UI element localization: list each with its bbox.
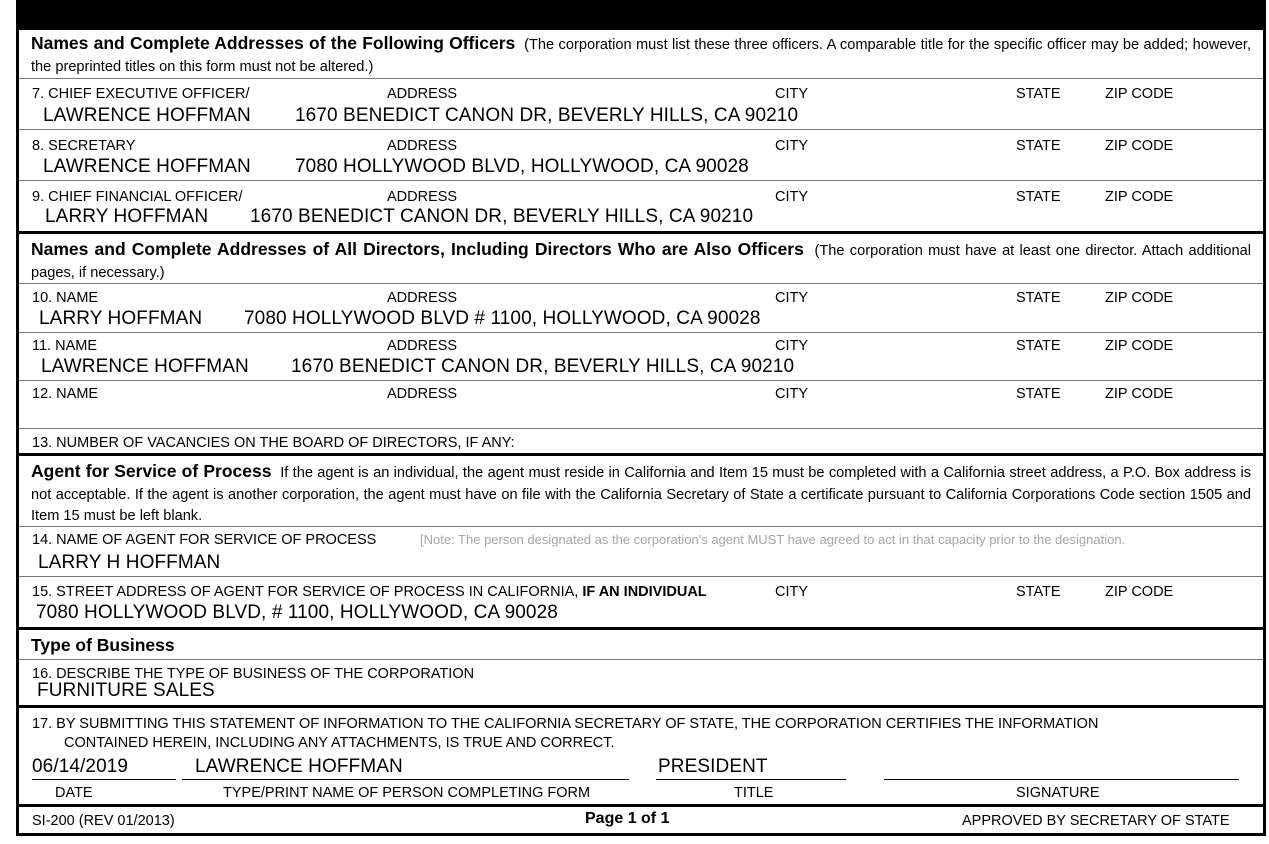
director-11-address[interactable]: 1670 BENEDICT CANON DR, BEVERLY HILLS, CA 90210	[291, 356, 795, 377]
business-type-value[interactable]: FURNITURE SALES	[37, 680, 215, 701]
form-id: SI-200 (REV 01/2013)	[32, 813, 175, 829]
statement-of-information-form	[16, 0, 1266, 836]
officers-heading: Names and Complete Addresses of the Following Officers	[31, 33, 516, 53]
directors-heading: Names and Complete Addresses of All Directors, Including Directors Who are Also Officers	[31, 239, 804, 259]
address-column-label: ADDRESS	[387, 338, 458, 354]
officer-cfo-name[interactable]: LARRY HOFFMAN	[45, 206, 209, 227]
director-11-label: 11. NAME	[32, 338, 98, 354]
address-column-label: ADDRESS	[387, 386, 458, 402]
director-11-name[interactable]: LAWRENCE HOFFMAN	[41, 356, 249, 377]
zip-column-label: ZIP CODE	[1105, 338, 1174, 354]
officer-cfo-address[interactable]: 1670 BENEDICT CANON DR, BEVERLY HILLS, CA 90210	[250, 206, 754, 227]
divider	[19, 380, 1263, 381]
vacancies-label: 13. NUMBER OF VACANCIES ON THE BOARD OF DIRECTORS, IF ANY:	[32, 435, 515, 451]
divider	[19, 78, 1263, 79]
state-column-label: STATE	[1016, 338, 1061, 354]
date-signature-line	[32, 779, 176, 780]
state-column-label: STATE	[1016, 584, 1061, 600]
agent-street-label	[32, 584, 707, 600]
city-column-label: CITY	[775, 189, 809, 205]
agent-name-value[interactable]: LARRY H HOFFMAN	[38, 552, 221, 573]
divider	[19, 576, 1263, 577]
approved-by: APPROVED BY SECRETARY OF STATE	[962, 813, 1230, 829]
date-caption: DATE	[55, 785, 93, 801]
state-column-label: STATE	[1016, 86, 1061, 102]
city-column-label: CITY	[775, 138, 809, 154]
zip-column-label: ZIP CODE	[1105, 86, 1174, 102]
certification-title-value[interactable]: PRESIDENT	[658, 756, 768, 777]
city-column-label: CITY	[775, 86, 809, 102]
name-signature-line	[182, 779, 629, 780]
business-type-label: 16. DESCRIBE THE TYPE OF BUSINESS OF THE CORPORATION	[32, 666, 475, 682]
state-column-label: STATE	[1016, 290, 1061, 306]
directors-instructions: (The corporation must have at least one director. Attach additional pages, if necessary.)	[31, 243, 1251, 281]
section-divider	[19, 705, 1263, 708]
director-10-label: 10. NAME	[32, 290, 99, 306]
state-column-label: STATE	[1016, 189, 1061, 205]
city-column-label: CITY	[775, 386, 809, 402]
address-column-label: ADDRESS	[387, 189, 458, 205]
zip-column-label: ZIP CODE	[1105, 386, 1174, 402]
director-10-address[interactable]: 7080 HOLLYWOOD BLVD # 1100, HOLLYWOOD, CA 90028	[244, 308, 761, 329]
officer-secretary-address[interactable]: 7080 HOLLYWOOD BLVD, HOLLYWOOD, CA 90028	[295, 156, 749, 177]
state-column-label: STATE	[1016, 138, 1061, 154]
address-column-label: ADDRESS	[387, 138, 458, 154]
form-top-bar	[19, 0, 1263, 30]
certification-name-value[interactable]: LAWRENCE HOFFMAN	[195, 756, 403, 777]
city-column-label: CITY	[775, 338, 809, 354]
officer-ceo-label: 7. CHIEF EXECUTIVE OFFICER/	[32, 86, 250, 102]
divider	[19, 332, 1263, 333]
divider	[19, 428, 1263, 429]
director-12-label: 12. NAME	[32, 386, 99, 402]
divider	[19, 180, 1263, 181]
divider	[19, 526, 1263, 527]
title-signature-line	[656, 779, 846, 780]
agent-street-label-bold: IF AN INDIVIDUAL	[582, 584, 707, 600]
officer-ceo-address[interactable]: 1670 BENEDICT CANON DR, BEVERLY HILLS, CA 90210	[295, 105, 799, 126]
signature-caption: SIGNATURE	[1016, 785, 1100, 801]
zip-column-label: ZIP CODE	[1105, 138, 1174, 154]
address-column-label: ADDRESS	[387, 290, 458, 306]
directors-section-header	[31, 239, 1251, 284]
business-heading: Type of Business	[31, 635, 175, 655]
certification-text-line2: CONTAINED HEREIN, INCLUDING ANY ATTACHMENTS, IS TRUE AND CORRECT.	[64, 735, 615, 751]
agent-instructions: If the agent is an individual, the agent must reside in California and Item 15 must be completed with a California street address, a P.O. Box address is not acceptable. If the agent is another corporation, the agent must have on file with the California Secretary of State a certificate pursuant to California Corporations Code section 1505 and Item 15 must be left blank.	[31, 465, 1252, 524]
officer-secretary-label: 8. SECRETARY	[32, 138, 136, 154]
page-number: Page 1 of 1	[585, 810, 670, 827]
section-divider	[19, 804, 1263, 807]
officer-cfo-label: 9. CHIEF FINANCIAL OFFICER/	[32, 189, 243, 205]
agent-street-value[interactable]: 7080 HOLLYWOOD BLVD, # 1100, HOLLYWOOD, CA 90028	[36, 602, 558, 623]
agent-designation-note: [Note: The person designated as the corporation's agent MUST have agreed to act in that capacity prior to the designation.	[420, 532, 1126, 547]
officers-instructions: (The corporation must list these three officers. A comparable title for the specific officer may be added; however, the preprinted titles on this form must not be altered.)	[31, 37, 1252, 75]
section-divider	[19, 453, 1263, 456]
name-caption: TYPE/PRINT NAME OF PERSON COMPLETING FORM	[223, 785, 591, 801]
officers-section-header	[31, 33, 1251, 78]
agent-name-label: 14. NAME OF AGENT FOR SERVICE OF PROCESS	[32, 532, 377, 548]
divider	[19, 659, 1263, 660]
title-caption: TITLE	[734, 785, 774, 801]
zip-column-label: ZIP CODE	[1105, 584, 1174, 600]
certification-date-value[interactable]: 06/14/2019	[32, 756, 129, 777]
divider	[19, 283, 1263, 284]
certification-text-line1: 17. BY SUBMITTING THIS STATEMENT OF INFORMATION TO THE CALIFORNIA SECRETARY OF STATE, THE CORPORATION CERTIFIES THE INFORMATION	[32, 716, 1099, 732]
city-column-label: CITY	[775, 584, 809, 600]
agent-street-label-text: 15. STREET ADDRESS OF AGENT FOR SERVICE OF PROCESS IN CALIFORNIA,	[32, 584, 579, 600]
agent-section-header	[31, 461, 1251, 528]
director-10-name[interactable]: LARRY HOFFMAN	[39, 308, 203, 329]
section-divider	[19, 231, 1263, 234]
divider	[19, 129, 1263, 130]
city-column-label: CITY	[775, 290, 809, 306]
agent-heading: Agent for Service of Process	[31, 461, 272, 481]
officer-ceo-name[interactable]: LAWRENCE HOFFMAN	[43, 105, 251, 126]
signature-line	[884, 779, 1239, 780]
zip-column-label: ZIP CODE	[1105, 290, 1174, 306]
state-column-label: STATE	[1016, 386, 1061, 402]
zip-column-label: ZIP CODE	[1105, 189, 1174, 205]
address-column-label: ADDRESS	[387, 86, 458, 102]
officer-secretary-name[interactable]: LAWRENCE HOFFMAN	[43, 156, 251, 177]
section-divider	[19, 627, 1263, 630]
